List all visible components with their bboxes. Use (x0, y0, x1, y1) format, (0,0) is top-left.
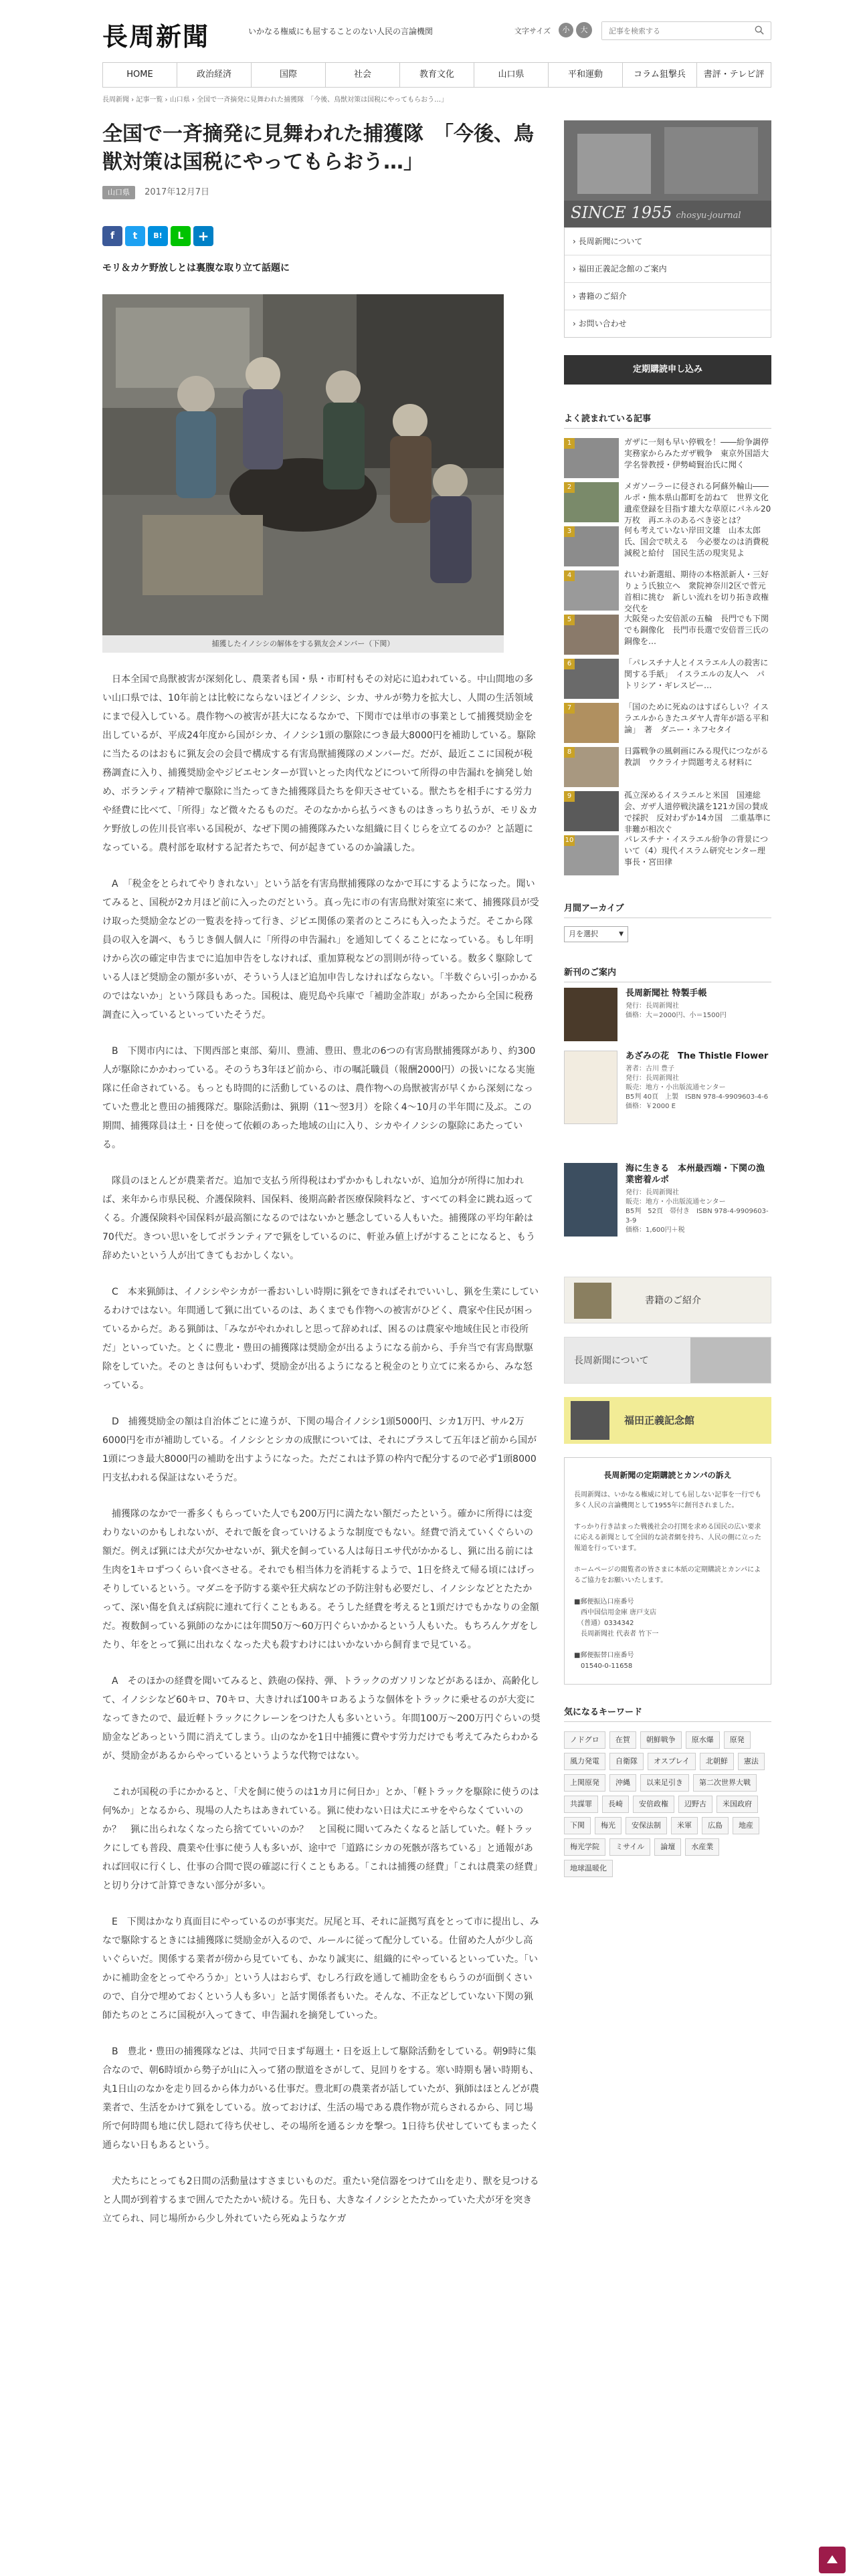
ranking-title[interactable]: 「パレスチナ人とイスラエル人の殺害に関する手紙」 イスラエルの友人へ パトリシア・ギレスピー… (624, 658, 769, 690)
article-paragraph: E 下関はかなり真面目にやっているのが事実だ。尻尾と耳、それに証拠写真をとって市に提出し、みなで駆除するときには捕獲隊に奨励金が入るので、ルールに従って配分している。仕留めた人が少し高いぐらいだ。関係する業者が傍から見ていても、かなり誠実に、組織的にやっているといっていた。「いかに補助金をとってやろうか」という人はおらず、むしろ行政を通して補助金をもらうのが面倒くさいので、自分で埋めておくという人も多い」と話す関係者もいた。そんな、不正などしていない下関の猟師たちのところに国税が入ってきて、申告漏れを摘発していった。 (102, 1917, 539, 2021)
rank-number: 7 (564, 703, 575, 714)
keyword-tag[interactable]: 論壇 (654, 1838, 681, 1856)
about-banner[interactable] (564, 1337, 771, 1384)
about-banner-image (690, 1337, 771, 1383)
article-paragraph: 隊員のほとんどが農業者だ。追加で支払う所得税はわずかかもしれないが、追加分が所得に加われば、来年から市県民税、介護保険料、国保料、後期高齢者医療保険料など、すべての料金に跳ね返ってくる。介護保険料や国保料が最高額になるのではないかと懸念している人もいた。捕獲隊の平均年齢は70代だ。きつい思いをしてボランティアで猟をしているのに、軒並み値上げがすることになると、もう辞めたいという人が出てきてもおかしくない。 (102, 1176, 536, 1261)
book-detail: 発行：長周新聞社 販売：地方・小出版流通センター B5判 52頁 帯付き ISBN 978-4-9909603-3-9 価格：1,600円＋税 (626, 1189, 769, 1234)
site-tagline: いかなる権威にも屈することのない人民の言論機関 (248, 27, 434, 36)
ranking-item[interactable] (564, 834, 771, 878)
keyword-tag[interactable]: 第二次世界大戦 (693, 1774, 757, 1792)
nav-society[interactable]: 社会 (326, 63, 400, 87)
nav-home[interactable]: HOME (103, 63, 177, 87)
keyword-tag[interactable]: ノドグロ (564, 1731, 605, 1749)
keyword-tag[interactable]: 安保法制 (626, 1817, 667, 1834)
book-item[interactable] (564, 1051, 771, 1158)
site-logo[interactable]: 長周新聞 (102, 21, 210, 51)
book-cover (564, 1163, 617, 1237)
contribution-text: 長周新聞は、いかなる権威に対しても屈しない記事を一行でも多く人民の言論機関として1955年に創刊されました。 すっかり行き詰まった戦後社会の打開を求める国民の広い要求に応える新聞として全国的な読者網を持ち、人民の側に立った報道を行っています。 ホームページの閲覧者の皆さまに本紙の定期購読とカンパによるご協力をお願いいたします。 ■郵便振込口座番号 西中国信用金庫 唐戸支店 （普通）0334342 長周新聞社 代表者 竹下一 ■郵便振替口座番号 01540-0-11658 (574, 1491, 761, 1670)
keyword-tag[interactable]: 以来足引き (640, 1774, 689, 1792)
book-detail: 発行：長周新聞社 価格：大＝2000円、小＝1500円 (626, 1002, 727, 1019)
nav-politics[interactable]: 政治経済 (177, 63, 252, 87)
book-item[interactable] (564, 988, 771, 1045)
keyword-tag[interactable]: 梅光 (595, 1817, 622, 1834)
article-photo (102, 294, 504, 635)
main-nav (102, 62, 771, 88)
contribution-title: 長周新聞の定期購読とカンパの訴え (603, 1471, 732, 1480)
nav-education[interactable]: 教育文化 (400, 63, 474, 87)
article-paragraph: 日本全国で鳥獣被害が深刻化し、農業者も国・県・市町村もその対応に追われている。中山間地の多い山口県では、10年前とは比較にならないほどイノシシ、シカ、サルが勢力を拡大し、人間の生活領域にまで侵入している。農作物への被害が甚大になるなかで、下関市では単市の事業として捕獲奨励金を出しているが、平成24年度から国がシカ、イノシシ1頭の駆除につき最大8000円を補助している。駆除に当たるのはおもに猟友会の会員で構成する有害鳥獣捕獲隊のメンバーだ。だが、最近ここに国税が税務調査に入り、捕獲奨励金やジビエセンターが買いとった肉代などについて所得の申告漏れを摘発し始め、ボランティア精神で駆除に当たってきた捕獲隊員たちを仰天させている。獣たちを相手にする労力や経費に比べて、「所得」など微々たるものだ。そのなかから払うべきものはきっちり払うが、モリ＆カケ野放しの佐川長官率いる国税が、なぜ下関の捕獲隊みたいな組織に目くじらを立てるのか？と話題になっている。農村部を取材する記者たちで、何が起きているのか論議した。 (102, 674, 538, 853)
rank-number: 3 (564, 526, 575, 537)
ranking-item[interactable] (564, 613, 771, 657)
memorial-portrait (571, 1401, 609, 1440)
article-date: 2017年12月7日 (145, 187, 210, 197)
since-sub: chosyu-journal (676, 211, 741, 221)
ranking-title[interactable]: メガソーラーに侵される阿蘇外輪山――ルポ・熊本県山都町を訪ねて 世界文化遺産登録を目指す雄大な草原にパネル20万枚 再エネのあるべき姿とは？ (624, 481, 771, 525)
keyword-tag[interactable]: 地産 (733, 1817, 759, 1834)
rank-number: 2 (564, 482, 575, 493)
keyword-tag[interactable]: 米軍 (671, 1817, 698, 1834)
article-paragraph: A そのほかの経費を聞いてみると、鉄砲の保持、弾、トラックのガソリンなどがあるほか、高齢化して、イノシシなど60キロ、70キロ、大きければ100キロあるような個体をトラックに乗せるのが大変になってきたので、最近軽トラックにクレーンをつけた人も多いという。年間100万～200万円ぐらいの奨励金などあっという間に消えてしまう。山のなかを1日中捕獲に費やす労力だけでも考えてみたらわかるが、奨励金があるからやっているというような代物ではない。 (102, 1676, 541, 1761)
chevron-down-icon: ▼ (619, 931, 624, 938)
ranking-title[interactable]: 大阪発った安倍派の五輪 長門でも下関でも銅像化 長門市長選で安倍晋三氏の銅像を… (624, 614, 769, 646)
keyword-tag[interactable]: オスプレイ (648, 1753, 696, 1770)
book-detail: 著者：古川 豊子 発行：長周新聞社 販売：地方・小出版流通センター B5判 40頁 上製 ISBN 978-4-9909603-4-6 価格：￥2000 E (626, 1065, 769, 1110)
article-paragraph: 犬たちにとっても2日間の活動量はすさまじいものだ。重たい発信器をつけて山を走り、獣を見つけると人間が到着するまで囲んでたたかい続ける。先日も、大きなイノシシとたたかっていた犬が牙を突き立てられ、同じ場所から少し外れていたら死ぬようなケガ (102, 2176, 539, 2224)
line-share-icon[interactable]: L (171, 226, 191, 246)
keyword-tag[interactable]: ミサイル (609, 1838, 650, 1856)
ranking-heading: よく読まれている記事 (564, 411, 771, 429)
archive-heading: 月間アーカイブ (564, 901, 771, 918)
breadcrumb[interactable]: 長周新聞 › 記事一覧 › 山口県 › 全国で一斉摘発に見舞われた捕獲隊 「今後、鳥獣対策は国税にやってもらおう…」 (102, 96, 448, 104)
book-cover (564, 988, 617, 1041)
books-banner-image (574, 1283, 611, 1319)
subscribe-button[interactable]: 定期購読申し込み (564, 355, 771, 385)
keyword-tag[interactable]: 自衛隊 (609, 1753, 644, 1770)
book-title[interactable]: あざみの花 The Thistle Flower (626, 1051, 769, 1061)
keyword-tag[interactable]: 原発 (724, 1731, 751, 1749)
category-badge[interactable]: 山口県 (102, 186, 135, 199)
keyword-tag[interactable]: 米国政府 (717, 1796, 758, 1813)
keyword-tag[interactable]: 水産業 (685, 1838, 719, 1856)
keyword-tag[interactable]: 下関 (564, 1817, 591, 1834)
ranking-title[interactable]: パレスチナ・イスラエル紛争の背景について（4）現代イスラム研究センター理事長・宮田律 (624, 835, 769, 867)
facebook-share-icon[interactable]: f (102, 226, 122, 246)
ranking-title[interactable]: ガザに一刻も早い停戦を！――紛争調停実務家からみたガザ戦争 東京外国語大学名誉教授・伊勢崎賢治氏に聞く (624, 437, 769, 469)
books-banner[interactable] (564, 1277, 771, 1323)
book-cover (564, 1051, 617, 1124)
book-title[interactable]: 長周新聞社 特製手帳 (626, 988, 707, 998)
contribution-box (564, 1457, 771, 1685)
sidebar-photo (564, 120, 771, 201)
article-paragraph: B 豊北・豊田の捕獲隊などは、共同で日まず毎週土・日を返上して駆除活動をしている。朝9時に集合なので、朝6時頃から勢子が山に入って猪の獣道をさがして、見回りをする。寒い時期も暑い時期も、丸1日山のなかを走り回るから体力がいる仕事だ。豊北町の農業者が話していたが、猟師はほとんどが農業者で、生活をかけて猟をしている。放っておけば、生活の場である農作物が荒らされるから、同じ場所で何時間も地に伏し隠れて待ち伏せし、その場所を通るシカを撃つ。1日待ち伏せしていてもまったく通らない日もあるという。 (102, 2046, 539, 2151)
ranking-item[interactable] (564, 790, 771, 834)
font-large-button[interactable]: 大 (576, 22, 592, 38)
rank-number: 6 (564, 659, 575, 669)
ranking-item[interactable] (564, 481, 771, 525)
ranking-item[interactable] (564, 657, 771, 702)
chevron-up-icon (819, 2547, 846, 2573)
nav-column[interactable]: コラム狙撃兵 (623, 63, 697, 87)
keyword-tag[interactable]: 沖縄 (609, 1774, 636, 1792)
memorial-banner-label: 福田正義記念館 (624, 1414, 695, 1426)
rank-number: 8 (564, 747, 575, 758)
keyword-tag[interactable]: 原水爆 (686, 1731, 720, 1749)
keyword-tag[interactable]: 安倍政権 (633, 1796, 674, 1813)
keyword-tag[interactable]: 憲法 (738, 1753, 765, 1770)
book-title[interactable]: 海に生きる 本州最西端・下関の漁業密着ルポ (626, 1164, 765, 1185)
keyword-tag[interactable]: 共謀罪 (564, 1796, 598, 1813)
about-banner-label: 長周新聞について (574, 1356, 649, 1366)
article-subheading: モリ＆カケ野放しとは裏腹な取り立て話題に (102, 263, 290, 274)
keyword-tag[interactable]: 長崎 (602, 1796, 629, 1813)
ranking-item[interactable] (564, 525, 771, 569)
books-banner-label: 書籍のご紹介 (645, 1295, 701, 1306)
since-text: SINCE 1955 (571, 203, 672, 222)
sidebar-link-memorial[interactable]: › 福田正義記念館のご案内 (565, 255, 771, 282)
keyword-tag[interactable]: 辺野古 (678, 1796, 712, 1813)
keyword-tag[interactable]: 在賀 (609, 1731, 636, 1749)
article-paragraph: D 捕獲奨励金の額は自治体ごとに違うが、下関の場合イノシシ1頭5000円、シカ1万円、サル2万6000円を市が補助している。イノシシとシカの成獣については、それにプラスして五年ほど前から国が1頭につき最大8000円の補助を出すようになった。ただこれは予算の枠内で配分するので必ず1頭8000円支払われる保証はないそうだ。 (102, 1416, 537, 1483)
back-to-top-button[interactable] (819, 2547, 846, 2573)
article-paragraph: B 下関市内には、下関西部と東部、菊川、豊浦、豊田、豊北の6つの有害鳥獣捕獲隊があり、約300人が駆除にかかわっている。そのうち3年ほど前から、市の嘱託職員（報酬2000円）の扱いになる実施隊に任命されている。もっとも時間的に活動しているのは、農作物への鳥獣被害が早くから深刻になっていた豊北と豊田の捕獲隊だ。駆除活動は、猟期（11～翌3月）を除く4～10月の半年間に及ぶ。この期間、捕獲隊員は土・日を使って依頼のあった地域の山に入り、シカやイノシシの駆除にあたっている。 (102, 1046, 536, 1150)
ranking-title[interactable]: 孤立深めるイスラエルと米国 国連総会、ガザ人道停戦決議を121カ国の賛成で採択 反対わずか14カ国 二重基準に非難が相次ぐ (624, 790, 771, 834)
ranking-item[interactable] (564, 437, 771, 481)
nav-international[interactable]: 国際 (252, 63, 326, 87)
share-buttons (102, 226, 541, 247)
hatena-share-icon[interactable]: B! (148, 226, 168, 246)
rank-number: 10 (564, 835, 575, 846)
more-share-icon[interactable]: + (193, 226, 213, 246)
nav-yamaguchi[interactable]: 山口県 (474, 63, 549, 87)
ranking-title[interactable]: れいわ新選組、期待の本格派新人・三好りょう氏独立へ 衆院神奈川2区で菅元首相に挑む 新しい流れを切り拓き政権交代を (624, 570, 769, 613)
archive-select-value: 月を選択 (569, 930, 598, 938)
font-size-label: 文字サイズ (514, 27, 551, 35)
ranking-title[interactable]: 何も考えていない岸田文雄 山本太郎氏、国会で吠える 今必要なのは消費税減税と給付 国民生活の現実見よ (624, 526, 769, 558)
since-banner (564, 201, 771, 227)
nav-peace[interactable]: 平和運動 (549, 63, 623, 87)
keyword-tag[interactable]: 風力発電 (564, 1753, 605, 1770)
font-small-button[interactable]: 小 (559, 23, 573, 37)
keyword-tag[interactable]: 朝鮮戦争 (640, 1731, 682, 1749)
sidebar-link-about[interactable]: › 長周新聞について (565, 227, 771, 255)
sidebar-link-contact[interactable]: › お問い合わせ (565, 310, 771, 337)
article-body (102, 670, 541, 2228)
search-box[interactable] (601, 21, 771, 40)
article-paragraph: 捕獲隊のなかで一番多くもらっていた人でも200万円に満たない額だったという。確かに所得には変わりないのかもしれないが、それで飯を食っていけるような制度でもない。経費で消えていくぐらいの額だ。例えば猟には犬が欠かせないが、猟犬を飼っている人は毎日エサ代がかかるし、猟に出る前には生肉を1キロずつくらい食べさせる。それでも相当体力を消耗するようで、1日を終えて帰る頃にはげっそりしているという。マダニを予防する薬や狂犬病などの予防注射も必要だし、イノシシなどとたたかって、深い傷を負えば病院に連れて行くこともある。そうした経費を考えると1頭だけでもかなりの金額だ。複数飼っている猟師のなかには年間50万～60万円ぐらいかかるという人もいた。もちろんケガをしたり、年をとって猟に出れなくなった犬も殺すわけにはいかないから飼育まで見ている。 (102, 1509, 539, 1650)
ranking-title[interactable]: 「国のために死ぬのはすばらしい？イスラエルからきたユダヤ人青年が語る平和論」 著 ダニー・ネフセタイ (624, 702, 769, 734)
search-icon[interactable] (755, 25, 764, 35)
search-input[interactable] (602, 22, 736, 39)
keyword-tag[interactable]: 上関原発 (564, 1774, 605, 1792)
rank-number: 9 (564, 791, 575, 802)
books-heading: 新刊のご案内 (564, 965, 771, 982)
keywords-heading: 気になるキーワード (564, 1705, 771, 1722)
keyword-tags (564, 1731, 771, 1877)
keyword-tag[interactable]: 梅光学院 (564, 1838, 605, 1856)
ranking-item[interactable] (564, 746, 771, 790)
photo-caption: 捕獲したイノシシの解体をする猟友会メンバー（下関） (102, 635, 504, 653)
book-item[interactable] (564, 1163, 771, 1263)
memorial-banner[interactable] (564, 1397, 771, 1444)
ranking-item[interactable] (564, 569, 771, 613)
nav-reviews[interactable]: 書評・テレビ評 (703, 70, 765, 80)
article-paragraph: C 本来猟師は、イノシシやシカが一番おいしい時期に猟をできればそれでいいし、猟を生業にしているわけではない。年間通して猟に出ているのは、あくまでも作物への被害がひどく、農家や住民が困っているからだ。ある猟師は、「みながやれかれしと思って辞めれば、困るのは農家や地域住民と市役所だ」といっていた。とくに豊北・豊田の捕獲隊は奨励金が出るようになる前から、手弁当で有害鳥獣駆除をしていた。そのときは何もいわず、奨励金が出るようになると税金のとり立てに来るから、みな怒っている。 (102, 1287, 539, 1391)
ranking-item[interactable] (564, 702, 771, 746)
archive-select[interactable] (564, 926, 628, 942)
ranking-title[interactable]: 日露戦争の風刺画にみる現代につながる教訓 ウクライナ問題考える材料に (624, 746, 769, 767)
twitter-share-icon[interactable]: t (125, 226, 145, 246)
keyword-tag[interactable]: 北朝鮮 (700, 1753, 734, 1770)
rank-number: 5 (564, 615, 575, 625)
keyword-tag[interactable]: 地球温暖化 (564, 1860, 613, 1877)
article-paragraph: A 「税金をとられてやりきれない」という話を有害鳥獣捕獲隊のなかで耳にするようになった。聞いてみると、国税が2カ月ほど前に入ったのだという。真っ先に市の有害鳥獣対策室に来て、捕獲隊員が受け取った奨励金などの一覧表を持って行き、ジビエ関係の業者のところにも入ったようだ。そこから隊員の収入を調べ、もうじき個人個人に「所得の申告漏れ」を通知してくることになっている。もし年明けから次の確定申告までに追加申告をしなければ、重加算税などの罰則が待っている。数多く駆除している人ほど奨励金の額が多いが、そういう人ほど追加申告しなければならない。「半数ぐらい引っかかるのではないか」という隊員もあった。国税は、鹿児島や兵庫で「補助金詐取」があったから全国に税務調査に入っているといっていたそうだ。 (102, 879, 539, 1021)
rank-number: 1 (564, 438, 575, 449)
article-paragraph: これが国税の手にかかると、「犬を飼に使うのは1カ月に何日か」とか、「軽トラックを駆除に使うのは何%か」となるから、現場の人たちはあきれている。猟に使わない日は犬にエサをやらなくていいのか？ 猟に出られなくなったら捨てていいのか？ と国税に聞いてみたくなると話していた。軽トラックにしても普段、農業や仕事に使う人も多いが、途中で「道路にシカの死骸が落ちている」と通報があれば回収に行くし、仕事の合間で罠の確認に行くこともある。「これは捕獲の経費」「これは農業の経費」と切り分けて計算できない部分が多い。 (102, 1787, 539, 1891)
sidebar-link-books[interactable]: › 書籍のご紹介 (565, 282, 771, 310)
keyword-tag[interactable]: 広島 (702, 1817, 729, 1834)
article-title: 全国で一斉摘発に見舞われた捕獲隊 「今後、鳥獣対策は国税にやってもらおう…」 (102, 122, 534, 174)
rank-number: 4 (564, 570, 575, 581)
